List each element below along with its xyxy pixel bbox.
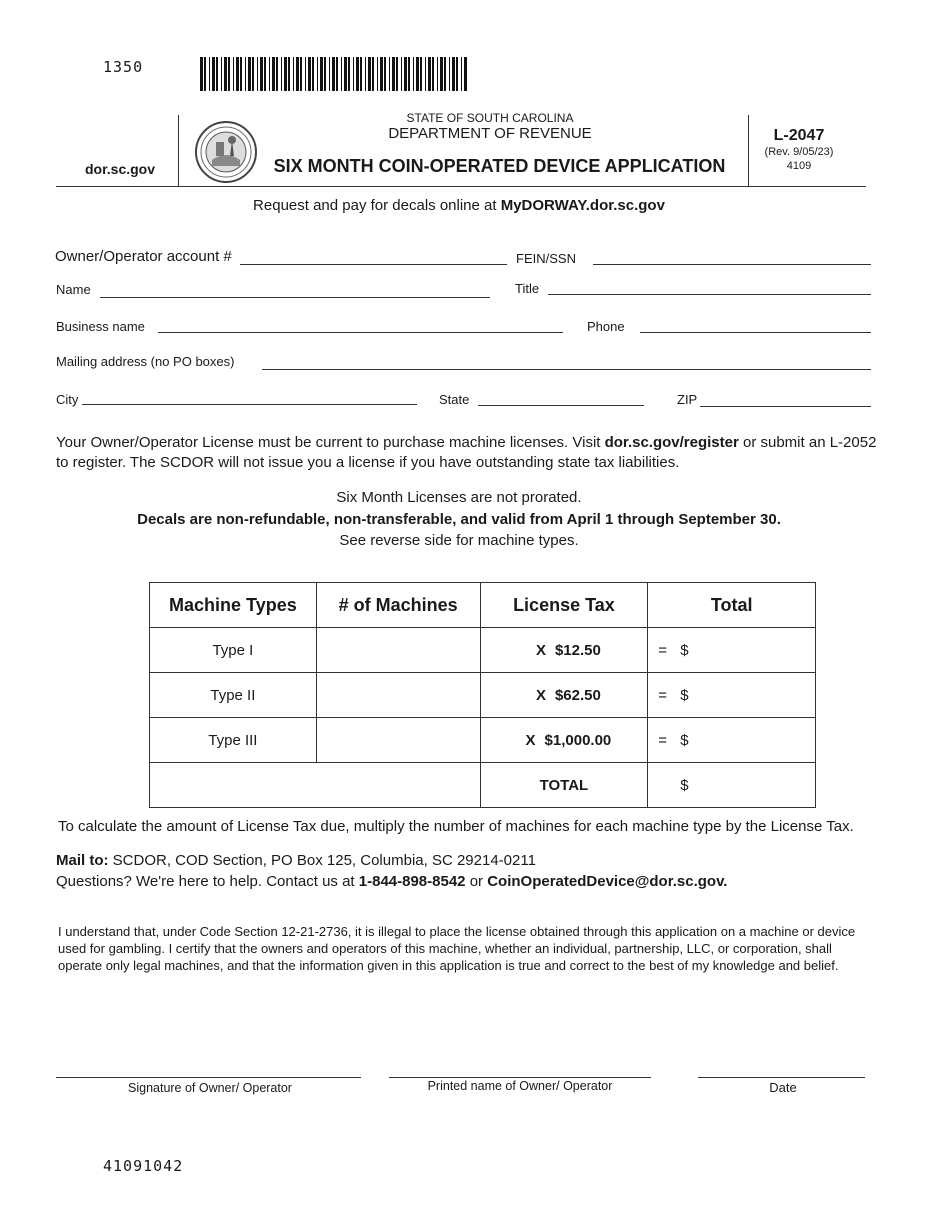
name-input[interactable] — [100, 297, 490, 298]
barcode-bar — [320, 57, 323, 91]
barcode-bar — [449, 57, 450, 91]
questions-prefix: Questions? We're here to help. Contact us at — [56, 873, 359, 890]
multiply-sign: X — [535, 686, 546, 704]
account-input[interactable] — [240, 264, 507, 265]
form-number: L-2047 — [773, 127, 825, 144]
barcode-bar — [296, 57, 299, 91]
barcode-bar — [428, 57, 431, 91]
reverse-side-text: See reverse side for machine types. — [339, 532, 579, 549]
table-total-row — [150, 763, 816, 808]
not-prorated-text: Six Month Licenses are not prorated. — [336, 489, 582, 506]
barcode-bar — [380, 57, 383, 91]
mailing-input[interactable] — [262, 369, 871, 370]
currency-sign: $ — [680, 641, 689, 659]
barcode-bar — [437, 57, 438, 91]
header-rule — [56, 186, 866, 187]
machine-type-cell: Type III — [150, 718, 317, 763]
barcode-bar — [209, 57, 210, 91]
table-row — [150, 673, 816, 718]
machine-type-cell: Type II — [150, 673, 317, 718]
barcode-bar — [348, 57, 350, 91]
form-top-code: 1350 — [103, 58, 144, 76]
barcode-bar — [404, 57, 407, 91]
barcode-bar — [228, 57, 230, 91]
barcode-bar — [233, 57, 234, 91]
barcode-image — [200, 57, 468, 91]
title-label: Title — [515, 281, 540, 296]
mail-address: SCDOR, COD Section, PO Box 125, Columbia, SC 29214-0211 — [108, 852, 536, 869]
barcode-bar — [240, 57, 242, 91]
printed-name-input[interactable] — [389, 1077, 651, 1078]
online-notice — [0, 197, 918, 214]
barcode-bar — [389, 57, 390, 91]
barcode-bar — [341, 57, 342, 91]
barcode-bar — [212, 57, 215, 91]
decals-text: Decals are non-refundable, non-transferable, and valid from April 1 through September 30. — [137, 511, 781, 528]
equals-sign: = — [658, 686, 668, 704]
barcode-bar — [392, 57, 395, 91]
date-input[interactable] — [698, 1077, 865, 1078]
barcode-bar — [236, 57, 239, 91]
barcode-bar — [396, 57, 398, 91]
barcode-bar — [200, 57, 203, 91]
barcode-bar — [344, 57, 347, 91]
license-tax-cell — [480, 673, 648, 718]
barcode-bar — [204, 57, 206, 91]
city-input[interactable] — [82, 404, 417, 405]
barcode-bar — [336, 57, 338, 91]
dor-website: dor.sc.gov — [85, 161, 156, 177]
online-link[interactable]: MyDORWAY.dor.sc.gov — [500, 197, 665, 214]
machine-type-cell: Type I — [150, 628, 317, 673]
contact-email[interactable]: CoinOperatedDevice@dor.sc.gov. — [487, 873, 728, 890]
currency-sign: $ — [680, 731, 689, 749]
contact-block — [56, 850, 727, 892]
zip-input[interactable] — [700, 406, 871, 407]
account-label: Owner/Operator account # — [55, 248, 232, 265]
total-input[interactable] — [648, 673, 816, 718]
calc-instructions: To calculate the amount of License Tax due, multiply the number of machines for each machine type by the License Tax. — [58, 818, 854, 835]
barcode-bar — [332, 57, 335, 91]
barcode-bar — [372, 57, 374, 91]
barcode-bar — [408, 57, 410, 91]
header-divider-left — [178, 115, 179, 187]
barcode-bar — [416, 57, 419, 91]
barcode-bar — [356, 57, 359, 91]
fein-input[interactable] — [593, 264, 871, 265]
zip-label: ZIP — [677, 392, 698, 407]
barcode-bar — [269, 57, 270, 91]
barcode-bar — [264, 57, 266, 91]
header-machine-types: Machine Types — [150, 583, 317, 628]
license-notice-text-a: Your Owner/Operator License must be current to purchase machine licenses. Visit — [56, 434, 605, 451]
currency-sign: $ — [680, 686, 689, 704]
multiply-sign: X — [535, 641, 546, 659]
barcode-bar — [288, 57, 290, 91]
barcode-bar — [257, 57, 258, 91]
multiply-sign: X — [525, 731, 536, 749]
barcode-bar — [312, 57, 314, 91]
barcode-bar — [248, 57, 251, 91]
signature-input[interactable] — [56, 1077, 361, 1078]
business-label: Business name — [56, 319, 145, 334]
barcode-bar — [272, 57, 275, 91]
barcode-bar — [401, 57, 402, 91]
contact-phone[interactable]: 1-844-898-8542 — [358, 873, 466, 890]
barcode-bar — [377, 57, 378, 91]
tax-amount: $1,000.00 — [544, 731, 612, 749]
state-name: STATE OF SOUTH CAROLINA — [406, 111, 574, 125]
signature-label: Signature of Owner/ Operator — [128, 1081, 292, 1095]
or-text: or — [465, 873, 488, 890]
barcode-bar — [305, 57, 306, 91]
total-input[interactable] — [648, 628, 816, 673]
state-input[interactable] — [478, 405, 644, 406]
barcode-bar — [440, 57, 443, 91]
mailing-label: Mailing address (no PO boxes) — [56, 354, 235, 369]
form-title: SIX MONTH COIN-OPERATED DEVICE APPLICATION — [273, 156, 726, 176]
phone-label: Phone — [587, 319, 625, 334]
table-header-row — [150, 583, 816, 628]
license-notice-text-b: or submit an L-2052 to register. The SCDOR will not issue you a license if you have outstanding state tax liabilities. — [56, 434, 877, 471]
date-label: Date — [769, 1080, 797, 1095]
barcode-bar — [420, 57, 422, 91]
phone-input[interactable] — [640, 332, 871, 333]
barcode-bar — [260, 57, 263, 91]
barcode-bar — [464, 57, 467, 91]
barcode-bar — [324, 57, 326, 91]
city-label: City — [56, 392, 79, 407]
num-machines-input[interactable] — [316, 718, 480, 763]
barcode-bar — [317, 57, 318, 91]
barcode-bar — [224, 57, 227, 91]
license-tax-cell — [480, 628, 648, 673]
form-footer-code: 41091042 — [103, 1157, 184, 1175]
barcode-bar — [293, 57, 294, 91]
barcode-bar — [276, 57, 278, 91]
barcode-bar — [365, 57, 366, 91]
barcode-bar — [368, 57, 371, 91]
mail-label: Mail to: — [56, 852, 109, 869]
barcode-bar — [353, 57, 354, 91]
barcode-bar — [461, 57, 462, 91]
total-currency-sign: $ — [680, 776, 689, 794]
name-label: Name — [56, 282, 91, 297]
header-num-machines: # of Machines — [316, 583, 480, 628]
barcode-bar — [384, 57, 386, 91]
license-tax-table — [149, 582, 816, 808]
mail-line — [56, 850, 727, 871]
questions-line — [56, 871, 727, 892]
table-row — [150, 718, 816, 763]
fein-label: FEIN/SSN — [516, 251, 576, 266]
form-id: 4109 — [786, 160, 812, 172]
license-notice — [56, 433, 886, 473]
barcode-bar — [308, 57, 311, 91]
tax-amount: $12.50 — [554, 641, 601, 659]
header-total: Total — [648, 583, 816, 628]
header-divider-right — [748, 115, 749, 187]
barcode-bar — [281, 57, 282, 91]
certification-text: I understand that, under Code Section 12-21-2736, it is illegal to place the license obtained through this application on a machine or device used for gambling. I certify that the owners and operators of this machine, whether an individual, partnership, LLC, or corporation, shall operate only legal machines, and that the information given in this application is true and correct to the best of my knowledge and belief. — [58, 924, 856, 973]
num-machines-input[interactable] — [316, 673, 480, 718]
barcode-bar — [360, 57, 362, 91]
grand-total-input[interactable] — [648, 763, 816, 808]
printed-name-label: Printed name of Owner/ Operator — [427, 1079, 613, 1093]
license-tax-cell — [480, 718, 648, 763]
barcode-bar — [245, 57, 246, 91]
business-input[interactable] — [158, 332, 563, 333]
equals-sign: = — [658, 641, 668, 659]
header-license-tax: License Tax — [480, 583, 648, 628]
department-name: DEPARTMENT OF REVENUE — [388, 125, 592, 142]
equals-sign: = — [658, 731, 668, 749]
empty-cell — [150, 763, 481, 808]
barcode-bar — [284, 57, 287, 91]
barcode-bar — [221, 57, 222, 91]
barcode-bar — [329, 57, 330, 91]
barcode-bar — [444, 57, 446, 91]
total-input[interactable] — [648, 718, 816, 763]
barcode-bar — [216, 57, 218, 91]
barcode-bar — [300, 57, 302, 91]
barcode-bar — [432, 57, 434, 91]
barcode-bar — [456, 57, 458, 91]
register-link[interactable]: dor.sc.gov/register — [604, 434, 739, 451]
online-prefix: Request and pay for decals online at — [253, 197, 501, 214]
barcode-bar — [413, 57, 414, 91]
form-revision: (Rev. 9/05/23) — [764, 146, 834, 158]
barcode-bar — [252, 57, 254, 91]
barcode-bar — [452, 57, 455, 91]
table-row — [150, 628, 816, 673]
tax-amount: $62.50 — [554, 686, 601, 704]
barcode-bar — [425, 57, 426, 91]
num-machines-input[interactable] — [316, 628, 480, 673]
state-label: State — [439, 392, 470, 407]
title-input[interactable] — [548, 294, 871, 295]
state-seal-icon — [194, 120, 258, 184]
total-label: TOTAL — [480, 763, 648, 808]
